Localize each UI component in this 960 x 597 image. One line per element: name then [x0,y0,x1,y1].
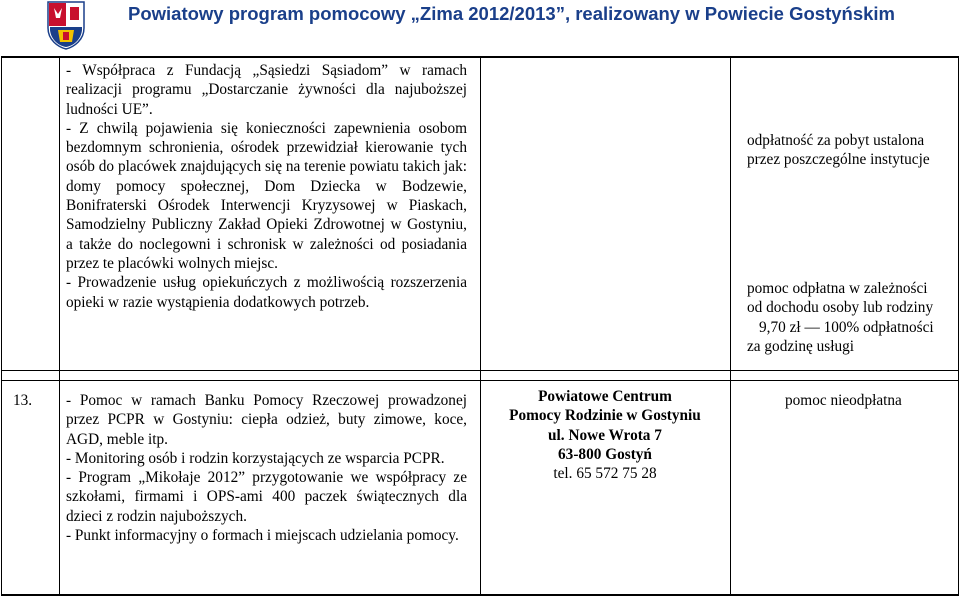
services-cell-prev [66,61,467,312]
service-item: - Punkt informacyjny o formach i miejscach udzielania pomocy. [66,527,459,545]
service-item: - Program „Mikołaje 2012” przygotowanie we współpracy ze szkołami, firmami i OPS-ami 400 paczek świątecznych dla dzieci z rodzin najuboższych. [66,469,467,525]
table-column-divider [480,56,481,596]
payment-line: od dochodu osoby lub rodziny [747,299,934,317]
institution-name: Pomocy Rodzinie w Gostyniu [509,407,701,425]
payment-line: 9,70 zł — 100% odpłatności [759,318,934,336]
table-column-divider [730,56,731,596]
payment-cell-prev-2 [747,279,952,356]
table-column-divider [59,56,60,596]
coat-of-arms-icon [46,0,86,50]
payment-line: pomoc odpłatna w zależności [747,280,928,297]
service-item: - Z chwilą pojawienia się konieczności zapewnienia osobom bezdomnym schronienia, ośrodek przewidział kierowanie tych osób do placówek znajdujących się na terenie powiatu takich jak: domy pomocy społecznej, Dom Dziecka w Bodzewie, Bonifraterski Ośrodek Interwencji Kryzysowej w Piaskach, Samodzielny Publiczny Zakład Opieki Zdrowotnej w Gostyniu, a także do noclegowni i schronisk w zależności od posiadania przez te placówki wolnych miejsc. [66,119,467,272]
service-item: - Pomoc w ramach Banku Pomocy Rzeczowej prowadzonej przez PCPR w Gostyniu: ciepła odzież, buty zimowe, koce, AGD, meble itp. [66,392,467,448]
payment-cell-prev-1 [747,131,952,170]
service-item: - Prowadzenie usług opiekuńczych z możliwością rozszerzenia opieki w razie wystąpienia dodatkowych potrzeb. [66,274,467,311]
institution-name: Powiatowe Centrum [538,388,672,405]
service-item: - Monitoring osób i rodzin korzystających ze wsparcia PCPR. [66,449,445,467]
row-number: 13. [13,392,33,409]
table-column-divider [1,56,2,596]
institution-phone: tel. 65 572 75 28 [553,465,657,483]
page-title: Powiatowy program pomocowy „Zima 2012/2013”, realizowany w Powiecie Gostyńskim [128,3,895,24]
payment-text: pomoc nieodpłatna [785,392,902,409]
page-header [0,0,960,55]
payment-line: za godzinę usługi [747,337,855,355]
services-cell-13 [66,391,467,545]
service-item: - Współpraca z Fundacją „Sąsiedzi Sąsiadom” w ramach realizacji programu „Dostarczanie żywności dla najuboższej ludności UE”. [66,62,467,118]
payment-text: odpłatność za pobyt ustalona przez poszczególne instytucje [747,132,930,169]
institution-street: ul. Nowe Wrota 7 [548,426,662,444]
payment-cell-13 [785,391,955,410]
institution-city: 63-800 Gostyń [558,445,652,463]
institution-cell [483,387,727,483]
table-column-divider [958,56,959,596]
